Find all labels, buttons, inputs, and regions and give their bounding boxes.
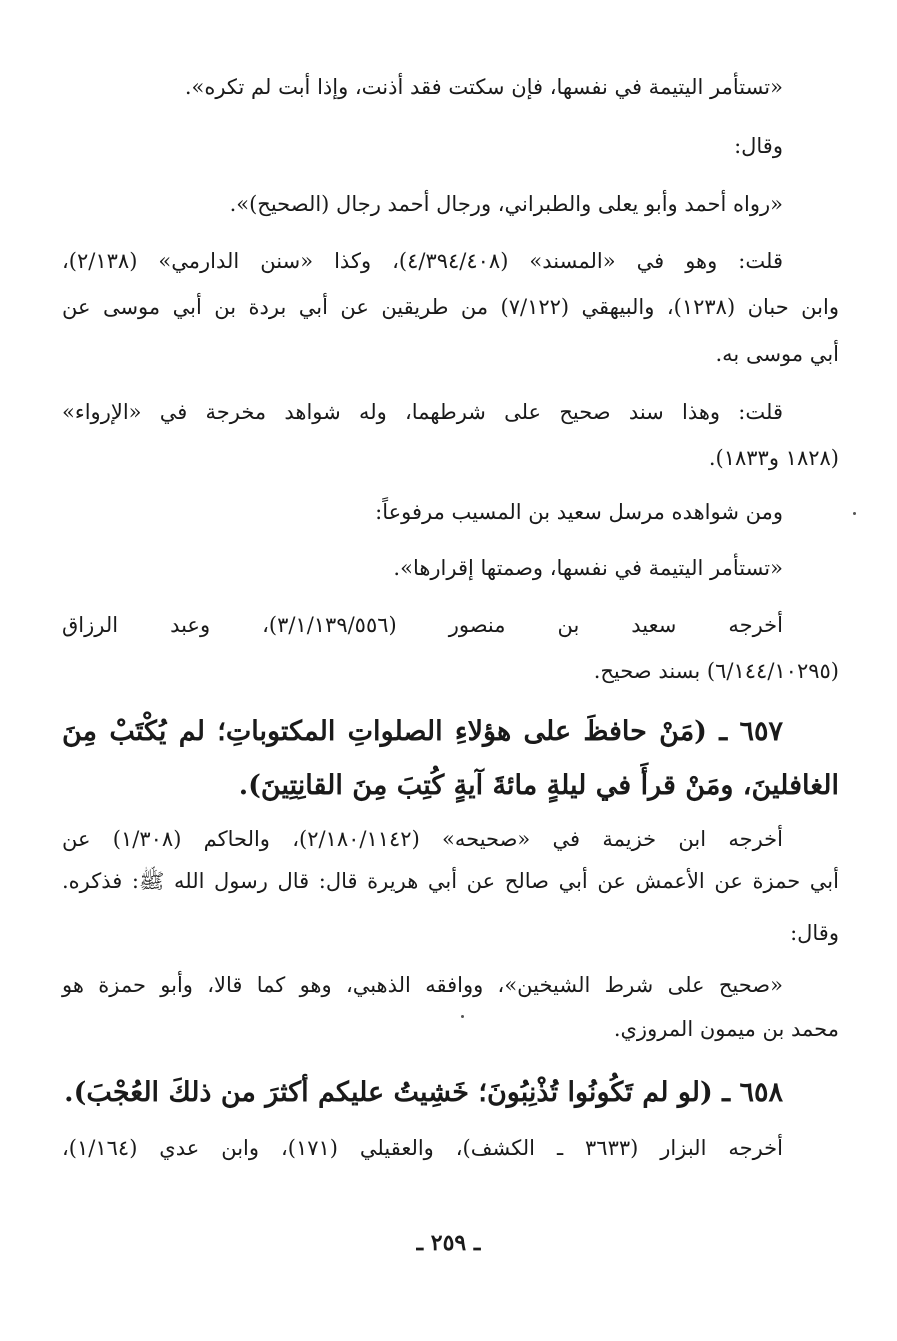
text-line: محمد بن ميمون المروزي. bbox=[613, 1017, 839, 1041]
text-line: أبي حمزة عن الأعمش عن أبي صالح عن أبي هريرة قال: قال رسول الله ﷺ: فذكره. bbox=[62, 869, 839, 893]
text-line: قلت: وهذا سند صحيح على شرطهما، وله شواهد مخرجة في «الإرواء» bbox=[62, 400, 783, 424]
quote-line: «رواه أحمد وأبو يعلى والطبراني، ورجال أحمد رجال (الصحيح)». bbox=[229, 192, 783, 216]
quote-line: «تستأمر اليتيمة في نفسها، فإن سكتت فقد أذنت، وإذا أبت لم تكره». bbox=[184, 75, 783, 99]
text-line: (١٨٢٨ و١٨٣٣). bbox=[708, 446, 839, 470]
text-line: أخرجه ابن خزيمة في «صحيحه» (٢/١٨٠/١١٤٢)، والحاكم (١/٣٠٨) عن bbox=[62, 827, 783, 851]
text-line: وابن حبان (١٢٣٨)، والبيهقي (٧/١٢٢) من طريقين عن أبي بردة بن أبي موسى عن bbox=[62, 295, 839, 319]
text-line: أخرجه سعيد بن منصور (٣/١/١٣٩/٥٥٦)، وعبد الرزاق bbox=[62, 613, 783, 637]
hadith-heading-657: ٦٥٧ ـ (مَنْ حافظَ على هؤلاءِ الصلواتِ المكتوباتِ؛ لم يُكْتَبْ مِنَ bbox=[62, 716, 783, 747]
hadith-heading-658: ٦٥٨ ـ (لو لم تَكُونُوا تُذْنِبُونَ؛ خَشِيتُ عليكم أكثرَ من ذلكَ العُجْبَ). bbox=[64, 1077, 783, 1108]
text-line: أخرجه البزار (٣٦٣٣ ـ الكشف)، والعقيلي (١٧١)، وابن عدي (١/١٦٤)، bbox=[62, 1136, 783, 1160]
scan-speck bbox=[853, 512, 856, 515]
text-line: وقال: bbox=[790, 921, 839, 945]
text-line: ومن شواهده مرسل سعيد بن المسيب مرفوعاً: bbox=[375, 500, 783, 524]
quote-line: «تستأمر اليتيمة في نفسها، وصمتها إقرارها». bbox=[393, 556, 783, 580]
text-line: قلت: وهو في «المسند» (٤/٣٩٤/٤٠٨)، وكذا «سنن الدارمي» (٢/١٣٨)، bbox=[62, 249, 783, 273]
hadith-heading-657-line-2: الغافلينَ، ومَنْ قرأَ في ليلةٍ مائةَ آيةٍ كُتِبَ مِنَ القانِتِينَ). bbox=[238, 770, 839, 801]
text-line: «صحيح على شرط الشيخين»، ووافقه الذهبي، وهو كما قالا، وأبو حمزة هو bbox=[62, 973, 783, 997]
text-line: (٦/١٤٤/١٠٢٩٥) بسند صحيح. bbox=[593, 659, 839, 683]
scan-speck bbox=[461, 1015, 464, 1018]
text-line: وقال: bbox=[734, 134, 783, 158]
page-number: ـ ٢٥٩ ـ bbox=[416, 1230, 481, 1256]
text-line: أبي موسى به. bbox=[715, 342, 839, 366]
